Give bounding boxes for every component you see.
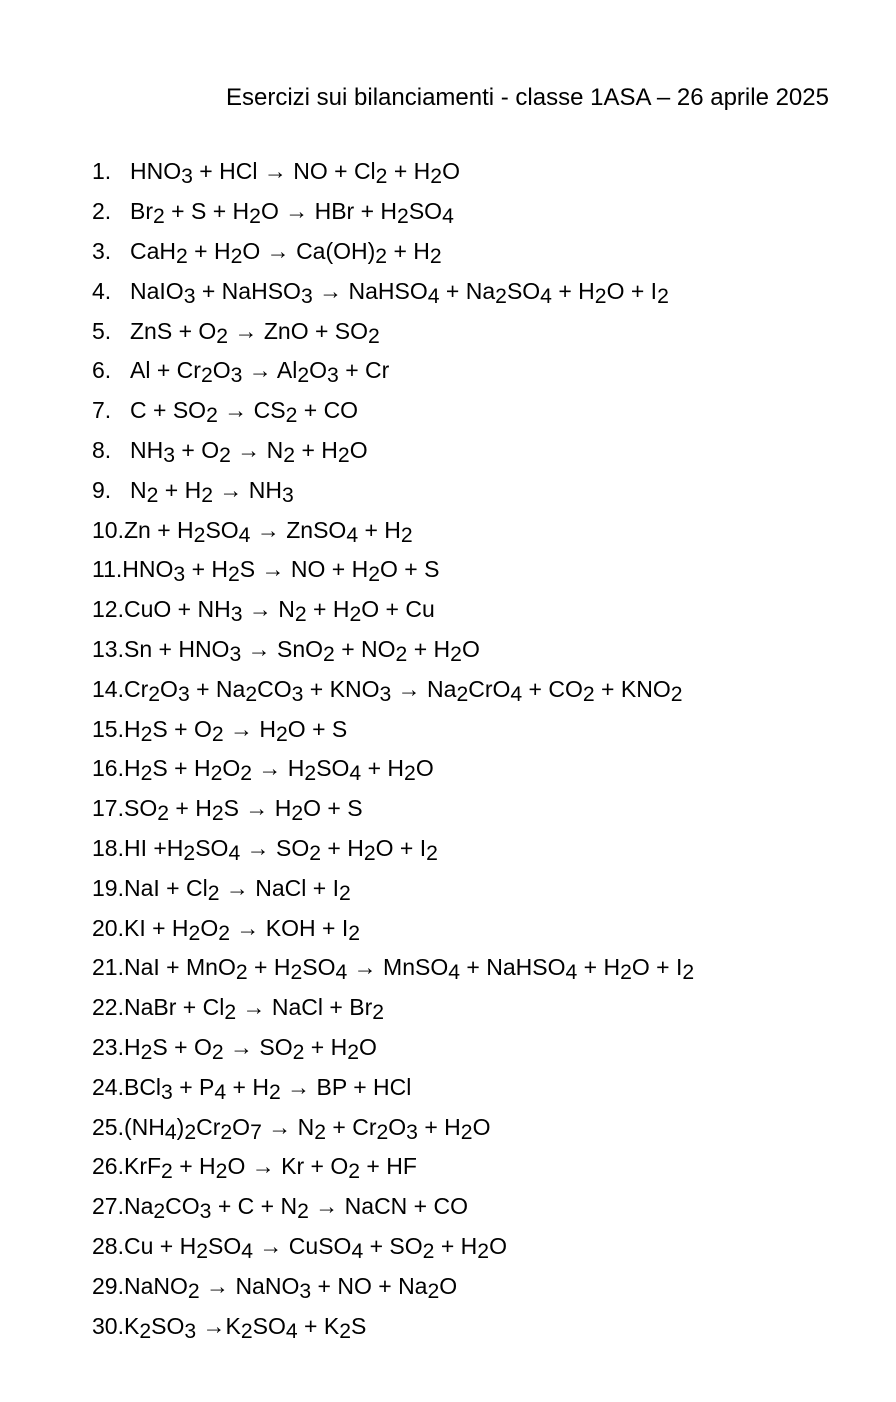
exercise-number: 10. (92, 516, 124, 543)
exercise-item (92, 749, 694, 789)
chemical-equation: $(NH_4)_2Cr_2O_7 \to N_2 + Cr_2O_3 + H_2O$ (123, 1113, 491, 1144)
chemical-equation: ZnS + $O_2$ → ZnO + $SO_2$ (130, 317, 380, 348)
exercise-number: 14. (92, 675, 124, 702)
exercise-number: 25. (92, 1113, 124, 1140)
exercise-item (92, 510, 694, 550)
chemical-equation: NaI + $MnO_2 + H_2SO_4$ → MnSO$_4$ + NaHSO$_4$ + $H_2O + I_2$ (123, 954, 695, 985)
chemical-equation: $Na_2CO_3 + C + N_2$ → NaCN + CO (123, 1193, 469, 1223)
exercise-item (92, 232, 694, 272)
chemical-equation: $HNO_3$ + HCl → NO + $Cl_2 + H_2O$ (130, 158, 460, 189)
chemical-equation: $K_2SO_3 \to K_2SO_4 + K_2S$ (123, 1312, 367, 1343)
chemical-equation: KI + $H_2O_2$ → KOH + $I_2$ (123, 914, 361, 945)
exercise-list (92, 152, 694, 1346)
chemical-equation: $KrF_2 + H_2O \to Kr + O_2$ + HF (123, 1153, 417, 1184)
chemical-equation: $Zn + H_2SO_4$ → ZnSO$_4$ + $H_2$ (123, 516, 413, 547)
exercise-item (92, 271, 694, 311)
exercise-item (92, 550, 694, 590)
chemical-equation: $Br_2 + S + H_2O$ → HBr + $H_2SO_4$ (130, 198, 454, 228)
exercise-item (92, 908, 694, 948)
exercise-number: 24. (92, 1073, 124, 1100)
chemical-equation: NaNO$_2$ → NaNO$_3$ + NO + $Na_2O$ (123, 1272, 458, 1303)
exercise-item (92, 590, 694, 630)
chemical-equation: $CaH_2 + H_2O \to Ca(OH)_2 + H_2$ (130, 237, 442, 268)
exercise-item (92, 192, 694, 232)
exercise-number: 20. (92, 914, 124, 941)
exercise-item (92, 630, 694, 670)
chemical-equation: $Cu + H_2SO_4$ → CuSO$_4$ + $SO_2 + H_2O$ (123, 1232, 507, 1263)
exercise-item (92, 948, 694, 988)
exercise-item (92, 311, 694, 351)
exercise-item (92, 351, 694, 391)
exercise-number: 1. (92, 158, 112, 185)
exercise-number: 7. (92, 397, 112, 424)
chemical-equation: $H_2S + O_2 \to H_2O + S$ (123, 715, 348, 746)
chemical-equation: $HNO_3 + H_2S$ → NO + $H_2O + S$ (122, 556, 440, 587)
page-title: Esercizi sui bilanciamenti - classe 1ASA – 26 aprile 2025 (226, 84, 829, 111)
exercise-number: 3. (92, 237, 112, 264)
chemical-equation: HI $+H_2SO_4 \to SO_2 + H_2O + I_2$ (123, 834, 438, 865)
exercise-number: 6. (92, 357, 112, 384)
exercise-item (92, 152, 694, 192)
chemical-equation: CuO + $NH_3 \to N_2 + H_2O + Cu$ (123, 596, 435, 626)
chemical-equation: $C + SO_2 \to CS_2$ + CO (130, 397, 359, 427)
chemical-equation: $Cr_2O_3 + Na_2CO_3 + KNO_3 \to Na_2CrO_4 + CO_2 + KNO_2$ (123, 675, 683, 706)
exercise-item (92, 709, 694, 749)
exercise-number: 4. (92, 277, 112, 304)
exercise-item (92, 1227, 694, 1267)
chemical-equation: NaIO$_3$ + NaHSO$_3$ → NaHSO$_4$ + $Na_2SO_4 + H_2O + I_2$ (130, 277, 669, 308)
chemical-equation: NaBr + $Cl_2$ → NaCl + $Br_2$ (123, 994, 385, 1024)
exercise-item (92, 789, 694, 829)
chemical-equation: $Al + Cr_2O_3 \to Al_2O_3 + Cr$ (130, 357, 390, 388)
exercise-number: 5. (92, 317, 112, 344)
exercise-number: 2. (92, 198, 112, 225)
exercise-item (92, 1147, 694, 1187)
chemical-equation: $N_2 + H_2 \to NH_3$ (130, 476, 294, 507)
exercise-item (92, 1067, 694, 1107)
exercise-item (92, 1187, 694, 1227)
exercise-number: 28. (92, 1232, 124, 1259)
exercise-number: 11. (92, 556, 123, 583)
exercise-item (92, 391, 694, 431)
exercise-number: 13. (92, 635, 124, 662)
exercise-item (92, 1028, 694, 1068)
exercise-item (92, 868, 694, 908)
exercise-item (92, 988, 694, 1028)
exercise-number: 18. (92, 834, 124, 861)
exercise-number: 12. (92, 596, 124, 623)
exercise-number: 26. (92, 1153, 124, 1180)
exercise-number: 15. (92, 715, 124, 742)
chemical-equation: $SO_2 + H_2S \to H_2O + S$ (123, 795, 363, 825)
exercise-number: 19. (92, 874, 124, 901)
exercise-number: 27. (92, 1193, 124, 1220)
exercise-number: 29. (92, 1272, 124, 1299)
exercise-item (92, 1306, 694, 1346)
exercise-item (92, 1107, 694, 1147)
exercise-number: 30. (92, 1312, 124, 1339)
exercise-item (92, 470, 694, 510)
chemical-equation: $BCl_3 + P_4 + H_2$ → BP + HCl (123, 1073, 412, 1104)
chemical-equation: $H_2S + O_2 \to SO_2 + H_2O$ (123, 1033, 377, 1064)
exercise-number: 9. (92, 476, 112, 503)
exercise-item (92, 431, 694, 471)
chemical-equation: $H_2S + H_2O_2 \to H_2SO_4 + H_2O$ (123, 755, 434, 786)
exercise-number: 17. (92, 795, 124, 822)
exercise-item (92, 829, 694, 869)
exercise-number: 21. (92, 954, 124, 981)
exercise-number: 8. (92, 436, 112, 463)
chemical-equation: $Sn + HNO_3 \to SnO_2 + NO_2 + H_2O$ (123, 635, 480, 666)
exercise-number: 16. (92, 755, 124, 782)
chemical-equation: $NH_3 + O_2 \to N_2 + H_2O$ (130, 436, 368, 467)
exercise-number: 22. (92, 994, 124, 1021)
chemical-equation: NaI + $Cl_2$ → NaCl + $I_2$ (123, 874, 351, 905)
exercise-item (92, 669, 694, 709)
exercise-item (92, 1266, 694, 1306)
exercise-number: 23. (92, 1033, 124, 1060)
